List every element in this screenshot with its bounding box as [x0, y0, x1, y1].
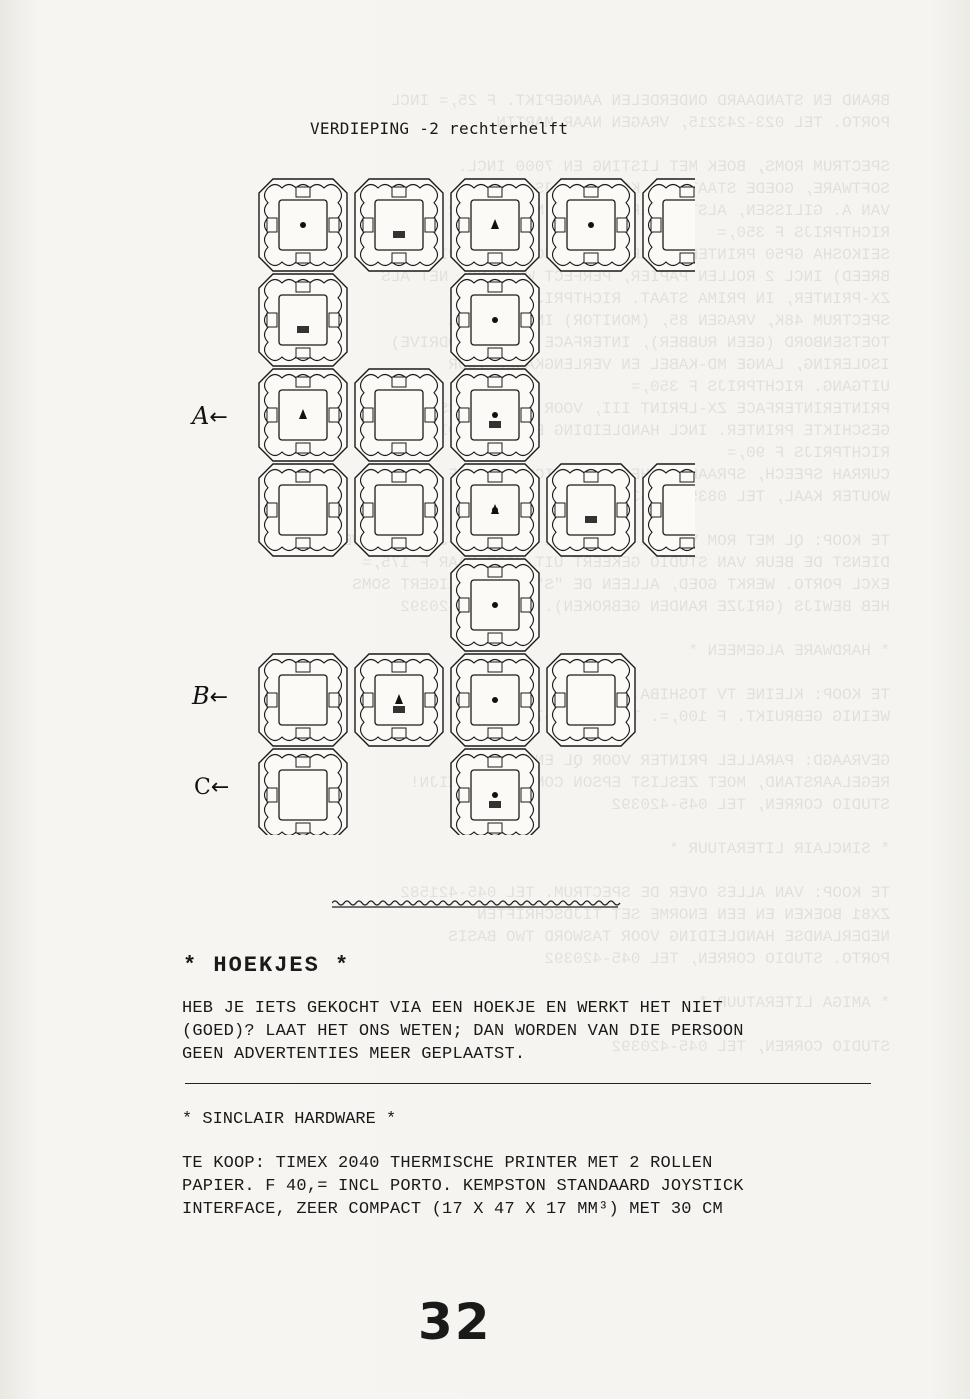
marker-b-letter: B: [192, 682, 210, 710]
map-room: [259, 749, 347, 835]
map-room: [259, 369, 347, 461]
page-number: 32: [418, 1293, 492, 1351]
map-title: VERDIEPING -2 rechterhelft: [310, 119, 569, 138]
map-room: [259, 464, 347, 556]
map-room: [355, 179, 443, 271]
map-room: [451, 369, 539, 461]
map-chest: [393, 231, 405, 238]
map-item: [588, 222, 594, 228]
map-room: [451, 654, 539, 746]
map-item: [492, 317, 498, 323]
map-chest: [489, 421, 501, 428]
map-room: [451, 274, 539, 366]
dungeon-map-svg: [255, 175, 695, 835]
map-chest: [489, 801, 501, 808]
map-room: [643, 464, 695, 556]
map-item: [492, 697, 498, 703]
marker-c: [194, 775, 229, 800]
map-item: [492, 792, 498, 798]
hardware-title: * SINCLAIR HARDWARE *: [182, 1110, 397, 1129]
marker-c-letter: C: [194, 775, 211, 800]
dungeon-map: [255, 175, 695, 839]
marker-a-letter: A: [192, 402, 210, 430]
map-room: [451, 464, 539, 556]
map-room: [547, 654, 635, 746]
marker-b: [192, 682, 228, 710]
map-room: [547, 179, 635, 271]
map-room: [643, 179, 695, 271]
bleed-through-text: BRAND EN STANDAARD ONDERDELEN AANGEPIKT. F 25,= INCL PORTO. TEL 023-243215, VRAGEN NAAR MARTIN. SPECTRUM ROMS, BOEK MET LISTING EN 7000 INCL. SOFTWARE, GOEDE STAAT, VAN A. GILISSEN, RICHTPRIJS F 350,= SEIKOSHA GP50 PRINTER PAPIER BREED) INCL 2 ROLLEN PAPIER, PERFECT NET ALS ZX-PRINTER, IN PRIMA STAAT. RICHTPRIJS SPECTRUM 48K, VRAGEN 85, (MONITOR) IN TOETSENBORD (GEEN RUBBER), INTERFACE (MICRODRIVE) ISOLERING, LANGE MD-KABEL EN VERLENGKABEL UITGANG. RICHTPRIJS F 350,= PRINTERINTERFACE ZX-LPRINT III, VOOR GESCHIKTE PRINTER. INCL HANDLEIDING RICHTPRIJS F 90,= CURRAH SPEECH, WOUTER KAAL, TEL TE KOOP: QL MET ROM DIENST DE BEUR VAN STUDIO GEKEERT UIT MAAR F 175,= EXCL PORTO. WERKT GOED, ALLEEN DE WEIGERT SOMS HEB BEWIJS (GRIJZE RANDEN GEBROKEN). 045-420392 * HARDWARE ALGEMEEN * TE KOOP: KLEINE TV TOSHIBA. WEINIG GEBRUIKT. F 100,=. GEVRAAGD: PARALLEL PRINTER VOOR QL EN REGELAARSTAND, MOET ZESLIST EPSON ZIJN! STUDIO CORREN, TEL 045-420392 * SINCLAIR LITERATUUR * TE KOOP: VAN ALLES OVER DE SPECTRUM. TEL 045-421582 ZX81 BOEKEN EN EEN ENORME SET TIJDSCHRIFTEN NEDERLANDSE HANDLEIDING VOOR TASWORD TWO BASIS PORTO. STUDIO CORREN, TEL 045-420392 * AMIGA LITERATUUR * STUDIO CORREN, TEL 045-420392: [352, 92, 890, 1056]
map-item: [492, 412, 498, 418]
map-chest: [393, 706, 405, 713]
wavy-divider: [332, 897, 622, 911]
map-room: [259, 274, 347, 366]
map-room: [355, 654, 443, 746]
map-item: [492, 602, 498, 608]
hardware-body: TE KOOP: TIMEX 2040 THERMISCHE PRINTER MET 2 ROLLEN PAPIER. F 40,= INCL PORTO. KEMPSTON STANDAARD JOYSTICK INTERFACE, ZEER COMPACT (17 X 47 X 17 MM³) MET 30 CM: [182, 1154, 744, 1219]
marker-a: [192, 402, 228, 430]
section-divider: [185, 1083, 871, 1084]
map-room: [451, 559, 539, 651]
map-room: [355, 369, 443, 461]
map-room: [451, 749, 539, 835]
map-chest: [297, 326, 309, 333]
hoekjes-heading: * HOEKJES *: [183, 953, 351, 978]
map-chest: [585, 516, 597, 523]
marker-a-arrow: ←: [209, 405, 228, 430]
marker-b-arrow: ←: [209, 685, 229, 710]
map-room: [259, 654, 347, 746]
hoekjes-body: HEB JE IETS GEKOCHT VIA EEN HOEKJE EN WERKT HET NIET (GOED)? LAAT HET ONS WETEN; DAN WORDEN VAN DIE PERSOON GEEN ADVERTENTIES MEER GEPLAATST.: [182, 999, 744, 1064]
map-room: [451, 179, 539, 271]
map-room: [547, 464, 635, 556]
map-room: [355, 464, 443, 556]
map-room: [259, 179, 347, 271]
map-item: [300, 222, 306, 228]
marker-c-arrow: ←: [210, 775, 230, 800]
